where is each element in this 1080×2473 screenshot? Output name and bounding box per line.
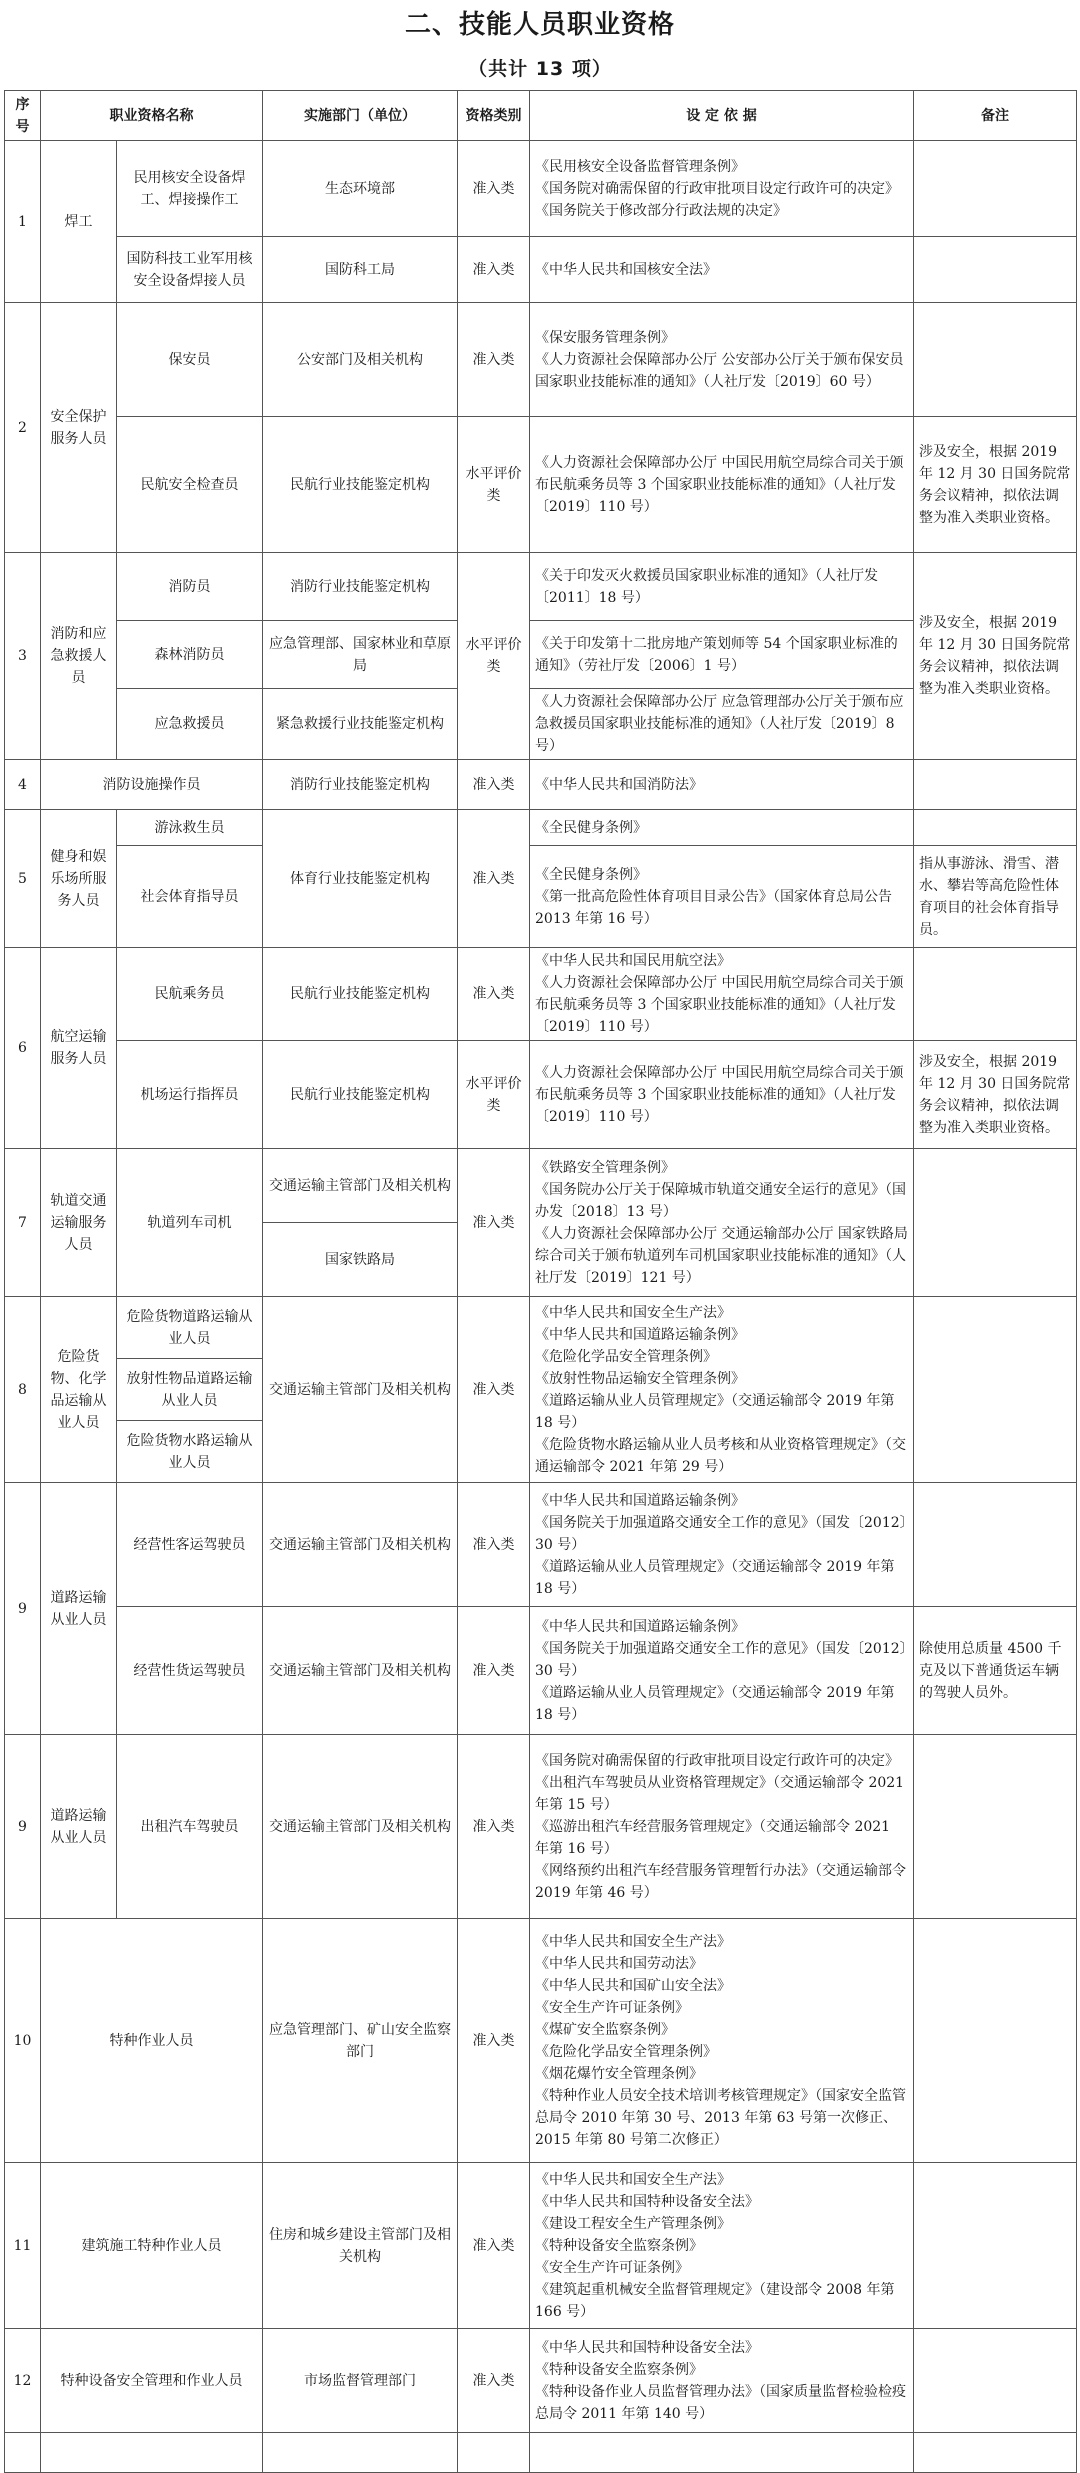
remark: [914, 1483, 1077, 1607]
basis-item: 《国务院关于加强道路交通安全工作的意见》（国发〔2012〕30 号）: [535, 1640, 907, 1679]
table-row: [5, 846, 1077, 948]
type: 水平评价类: [458, 553, 530, 760]
row-no: 7: [5, 1149, 41, 1297]
basis-item: 《国务院关于加强道路交通安全工作的意见》（国发〔2012〕30 号）: [535, 1514, 907, 1553]
basis-item: 《危险货物水路运输从业人员考核和从业资格管理规定》（交通运输部令 2021 年第 29 号）: [535, 1436, 906, 1475]
type: 准入类: [458, 1297, 530, 1483]
row-no: 10: [5, 1919, 41, 2163]
basis-item: 《铁路安全管理条例》: [535, 1159, 675, 1176]
basis: [530, 2163, 914, 2329]
remark: [914, 1735, 1077, 1919]
basis-item: 《危险化学品安全管理条例》: [535, 2043, 717, 2060]
basis-item: 《全民健身条例》: [535, 819, 647, 836]
row-no: 1: [5, 141, 41, 303]
dept: 民航行业技能鉴定机构: [263, 417, 458, 553]
basis-item: 《中华人民共和国安全生产法》: [535, 1933, 731, 1950]
basis-item: 《国务院关于修改部分行政法规的决定》: [535, 202, 787, 219]
basis-item: 《建筑起重机械安全监督管理规定》（建设部令 2008 年第 166 号）: [535, 2281, 895, 2320]
qualification-name: 森林消防员: [117, 621, 263, 689]
table-row: [5, 760, 1077, 810]
qualification-name: 消防设施操作员: [41, 760, 263, 810]
qualification-name: 建筑施工特种作业人员: [41, 2163, 263, 2329]
dept: 住房和城乡建设主管部门及相关机构: [263, 2163, 458, 2329]
row-no: 5: [5, 810, 41, 948]
basis: [530, 810, 914, 846]
table-row: [5, 2329, 1077, 2433]
basis-item: 《人力资源社会保障部办公厅 中国民用航空局综合司关于颁布民航乘务员等 3 个国家职业技能标准的通知》（人社厅发〔2019〕110 号）: [535, 454, 904, 515]
dept: 交通运输主管部门及相关机构: [263, 1297, 458, 1483]
basis-item: 《国务院对确需保留的行政审批项目设定行政许可的决定》: [535, 1752, 899, 1769]
qualification-name: 危险货物道路运输从业人员: [117, 1297, 263, 1359]
dept: 市场监督管理部门: [263, 2329, 458, 2433]
basis-item: 《出租汽车驾驶员从业资格管理规定》（交通运输部令 2021 年第 15 号）: [535, 1774, 905, 1813]
remark: [914, 2329, 1077, 2433]
dept: 应急管理部门、矿山安全监察部门: [263, 1919, 458, 2163]
table-row: [5, 1735, 1077, 1919]
table-row: [5, 303, 1077, 417]
basis-item: 《中华人民共和国道路运输条例》: [535, 1618, 745, 1635]
basis-item: 《国务院办公厅关于保障城市轨道交通安全运行的意见》（国办发〔2018〕13 号）: [535, 1181, 906, 1220]
remark: [914, 2163, 1077, 2329]
basis-item: 《煤矿安全监察条例》: [535, 2021, 675, 2038]
basis-item: 《全民健身条例》: [535, 866, 647, 883]
qualification-name: 危险货物水路运输从业人员: [117, 1421, 263, 1483]
dept: 消防行业技能鉴定机构: [263, 553, 458, 621]
dept: 消防行业技能鉴定机构: [263, 760, 458, 810]
basis: [530, 237, 914, 303]
qualification-name: 经营性货运驾驶员: [117, 1607, 263, 1735]
table-row: [5, 1483, 1077, 1607]
table-row: [5, 1607, 1077, 1735]
basis-item: 《人力资源社会保障部办公厅 中国民用航空局综合司关于颁布民航乘务员等 3 个国家职业技能标准的通知》（人社厅发〔2019〕110 号）: [535, 1064, 904, 1125]
basis-item: 《特种设备安全监察条例》: [535, 2361, 703, 2378]
row-no: 2: [5, 303, 41, 553]
basis-item: 《人力资源社会保障部办公厅 中国民用航空局综合司关于颁布民航乘务员等 3 个国家职业技能标准的通知》（人社厅发〔2019〕110 号）: [535, 975, 904, 1035]
basis: [530, 1919, 914, 2163]
basis-item: 《中华人民共和国道路运输条例》: [535, 1492, 745, 1509]
dept: 交通运输主管部门及相关机构: [263, 1735, 458, 1919]
table-row: [5, 2163, 1077, 2329]
type: 准入类: [458, 2329, 530, 2433]
basis: [530, 1735, 914, 1919]
basis: [530, 1149, 914, 1297]
qualification-name: 民航乘务员: [117, 948, 263, 1041]
basis-item: 《中华人民共和国民用航空法》: [535, 953, 731, 969]
table-row: [5, 1041, 1077, 1149]
basis-item: 《特种设备作业人员监督管理办法》（国家质量监督检验检疫总局令 2011 年第 140 号）: [535, 2383, 906, 2422]
basis-item: 《人力资源社会保障部办公厅 应急管理部办公厅关于颁布应急救援员国家职业技能标准的通知》（人社厅发〔2019〕8 号）: [535, 694, 904, 754]
remark: [914, 141, 1077, 237]
table-row: [5, 1149, 1077, 1223]
type: 水平评价类: [458, 1041, 530, 1149]
basis-item: 《特种设备安全监察条例》: [535, 2237, 703, 2254]
remark: 涉及安全，根据 2019 年 12 月 30 日国务院常务会议精神，拟依法调整为准入类职业资格。: [914, 1041, 1077, 1149]
qualification-name: 经营性客运驾驶员: [117, 1483, 263, 1607]
table-row: [5, 810, 1077, 846]
type: 准入类: [458, 1483, 530, 1607]
basis: [530, 621, 914, 689]
basis-item: 《关于印发灭火救援员国家职业标准的通知》（人社厅发〔2011〕18 号）: [535, 567, 878, 606]
basis-item: 《巡游出租汽车经营服务管理规定》（交通运输部令 2021 年第 16 号）: [535, 1818, 891, 1857]
header-name: 职业资格名称: [41, 91, 263, 141]
page-title: 二、技能人员职业资格: [404, 10, 675, 40]
header-basis: 设 定 依 据: [530, 91, 914, 141]
row-no: 6: [5, 948, 41, 1149]
table-row: [5, 141, 1077, 237]
table-row: [5, 1297, 1077, 1359]
row-group: 危险货物、化学品运输从业人员: [41, 1297, 117, 1483]
dept: 交通运输主管部门及相关机构: [263, 1607, 458, 1735]
row-no: 4: [5, 760, 41, 810]
basis-item: 《道路运输从业人员管理规定》（交通运输部令 2019 年第 18 号）: [535, 1558, 895, 1597]
table-row: [5, 417, 1077, 553]
header-remark: 备注: [914, 91, 1077, 141]
type: 水平评价类: [458, 417, 530, 553]
type: 准入类: [458, 237, 530, 303]
remark: [914, 810, 1077, 846]
basis-item: 《道路运输从业人员管理规定》（交通运输部令 2019 年第 18 号）: [535, 1684, 895, 1723]
basis-item: 《网络预约出租汽车经营服务管理暂行办法》（交通运输部令 2019 年第 46 号）: [535, 1862, 906, 1901]
basis-item: 《民用核安全设备监督管理条例》: [535, 158, 745, 175]
type: 准入类: [458, 303, 530, 417]
row-no: 9: [5, 1735, 41, 1919]
page-subtitle: （共计 13 项）: [468, 58, 612, 80]
header-no: 序号: [5, 91, 41, 141]
qualification-name: 轨道列车司机: [117, 1149, 263, 1297]
row-no: 8: [5, 1297, 41, 1483]
basis: [530, 760, 914, 810]
qualification-name: 消防员: [117, 553, 263, 621]
qualification-name: 国防科技工业军用核安全设备焊接人员: [117, 237, 263, 303]
basis: [530, 1607, 914, 1735]
basis-item: 《建设工程安全生产管理条例》: [535, 2215, 731, 2232]
basis: [530, 846, 914, 948]
type: 准入类: [458, 1607, 530, 1735]
header-type: 资格类别: [458, 91, 530, 141]
dept: 应急管理部、国家林业和草原局: [263, 621, 458, 689]
basis: [530, 1041, 914, 1149]
qualification-name: 应急救援员: [117, 689, 263, 760]
qualification-name: 社会体育指导员: [117, 846, 263, 948]
qualification-name: 出租汽车驾驶员: [117, 1735, 263, 1919]
table-row: [5, 2433, 1077, 2473]
table-row: [5, 237, 1077, 303]
type: 准入类: [458, 141, 530, 237]
qualification-name: 特种设备安全管理和作业人员: [41, 2329, 263, 2433]
basis-item: 《放射性物品运输安全管理条例》: [535, 1370, 745, 1387]
basis-item: 《危险化学品安全管理条例》: [535, 1348, 717, 1365]
remark: [914, 1149, 1077, 1297]
dept: 交通运输主管部门及相关机构: [263, 1483, 458, 1607]
basis-item: 《保安服务管理条例》: [535, 329, 675, 346]
remark: [914, 237, 1077, 303]
qualification-name: 特种作业人员: [41, 1919, 263, 2163]
type: 准入类: [458, 1149, 530, 1297]
qualification-name: 机场运行指挥员: [117, 1041, 263, 1149]
remark: [914, 1297, 1077, 1483]
basis: [530, 689, 914, 760]
basis: [530, 2329, 914, 2433]
row-group: 安全保护服务人员: [41, 303, 117, 553]
basis-item: 《国务院对确需保留的行政审批项目设定行政许可的决定》: [535, 180, 899, 197]
dept: 公安部门及相关机构: [263, 303, 458, 417]
basis-item: 《烟花爆竹安全管理条例》: [535, 2065, 703, 2082]
dept: 紧急救援行业技能鉴定机构: [263, 689, 458, 760]
basis-item: 《中华人民共和国特种设备安全法》: [535, 2339, 759, 2356]
basis-item: 《特种作业人员安全技术培训考核管理规定》（国家安全监管总局令 2010 年第 30 号、2013 年第 63 号第一次修正、2015 年第 80 号第二次修正）: [535, 2087, 906, 2148]
dept: 生态环境部: [263, 141, 458, 237]
basis-item: 《中华人民共和国核安全法》: [535, 261, 717, 278]
basis-item: 《中华人民共和国安全生产法》: [535, 1304, 731, 1321]
basis-item: 《安全生产许可证条例》: [535, 1999, 689, 2016]
remark: [914, 303, 1077, 417]
row-no: 11: [5, 2163, 41, 2329]
qualification-name: 保安员: [117, 303, 263, 417]
remark: 涉及安全，根据 2019 年 12 月 30 日国务院常务会议精神，拟依法调整为准入类职业资格。: [914, 417, 1077, 553]
basis: [530, 303, 914, 417]
row-group: 健身和娱乐场所服务人员: [41, 810, 117, 948]
basis-item: 《中华人民共和国安全生产法》: [535, 2171, 731, 2188]
dept: 交通运输主管部门及相关机构: [263, 1149, 458, 1223]
basis: [530, 141, 914, 237]
type: 准入类: [458, 810, 530, 948]
remark: [914, 948, 1077, 1041]
header-dept: 实施部门（单位）: [263, 91, 458, 141]
qualification-name: 民航安全检查员: [117, 417, 263, 553]
remark: [914, 760, 1077, 810]
basis: [530, 948, 914, 1041]
basis-item: 《中华人民共和国消防法》: [535, 776, 703, 793]
row-group: 焊工: [41, 141, 117, 303]
basis: [530, 1297, 914, 1483]
basis: [530, 1483, 914, 1607]
row-group: 道路运输从业人员: [41, 1735, 117, 1919]
type: 准入类: [458, 1919, 530, 2163]
row-no: 12: [5, 2329, 41, 2433]
basis-item: 《安全生产许可证条例》: [535, 2259, 689, 2276]
table-row: [5, 553, 1077, 621]
row-group: 轨道交通运输服务人员: [41, 1149, 117, 1297]
header-row: [5, 91, 1077, 141]
basis-item: 《人力资源社会保障部办公厅 公安部办公厅关于颁布保安员国家职业技能标准的通知》（人社厅发〔2019〕60 号）: [535, 351, 904, 390]
type: 准入类: [458, 1735, 530, 1919]
basis-item: 《关于印发第十二批房地产策划师等 54 个国家职业标准的通知》（劳社厅发〔2006〕1 号）: [535, 635, 898, 674]
remark: [914, 1919, 1077, 2163]
basis-item: 《中华人民共和国道路运输条例》: [535, 1326, 745, 1343]
table-row: [5, 948, 1077, 1041]
dept: 国家铁路局: [263, 1223, 458, 1297]
remark: 涉及安全，根据 2019 年 12 月 30 日国务院常务会议精神，拟依法调整为准入类职业资格。: [914, 553, 1077, 760]
dept: 民航行业技能鉴定机构: [263, 948, 458, 1041]
basis-item: 《中华人民共和国矿山安全法》: [535, 1977, 731, 1994]
dept: 国防科工局: [263, 237, 458, 303]
table-row: [5, 1919, 1077, 2163]
dept: 民航行业技能鉴定机构: [263, 1041, 458, 1149]
qualification-name: 游泳救生员: [117, 810, 263, 846]
basis: [530, 553, 914, 621]
basis-item: 《第一批高危险性体育项目目录公告》（国家体育总局公告 2013 年第 16 号）: [535, 888, 892, 927]
basis-item: 《中华人民共和国特种设备安全法》: [535, 2193, 759, 2210]
row-group: 道路运输从业人员: [41, 1483, 117, 1735]
basis-item: 《人力资源社会保障部办公厅 交通运输部办公厅 国家铁路局综合司关于颁布轨道列车司机国家职业技能标准的通知》（人社厅发〔2019〕121 号）: [535, 1225, 908, 1286]
dept: 体育行业技能鉴定机构: [263, 810, 458, 948]
basis: [530, 417, 914, 553]
type: 准入类: [458, 948, 530, 1041]
row-group: 消防和应急救援人员: [41, 553, 117, 760]
remark: 除使用总质量 4500 千克及以下普通货运车辆的驾驶人员外。: [914, 1607, 1077, 1735]
type: 准入类: [458, 760, 530, 810]
basis-item: 《中华人民共和国劳动法》: [535, 1955, 703, 1972]
row-no: 3: [5, 553, 41, 760]
row-group: 航空运输服务人员: [41, 948, 117, 1149]
qualification-table: [4, 90, 1077, 2473]
remark: 指从事游泳、滑雪、潜水、攀岩等高危险性体育项目的社会体育指导员。: [914, 846, 1077, 948]
qualification-name: 民用核安全设备焊工、焊接操作工: [117, 141, 263, 237]
row-no: 9: [5, 1483, 41, 1735]
qualification-name: 放射性物品道路运输从业人员: [117, 1359, 263, 1421]
type: 准入类: [458, 2163, 530, 2329]
basis-item: 《道路运输从业人员管理规定》（交通运输部令 2019 年第 18 号）: [535, 1392, 895, 1431]
